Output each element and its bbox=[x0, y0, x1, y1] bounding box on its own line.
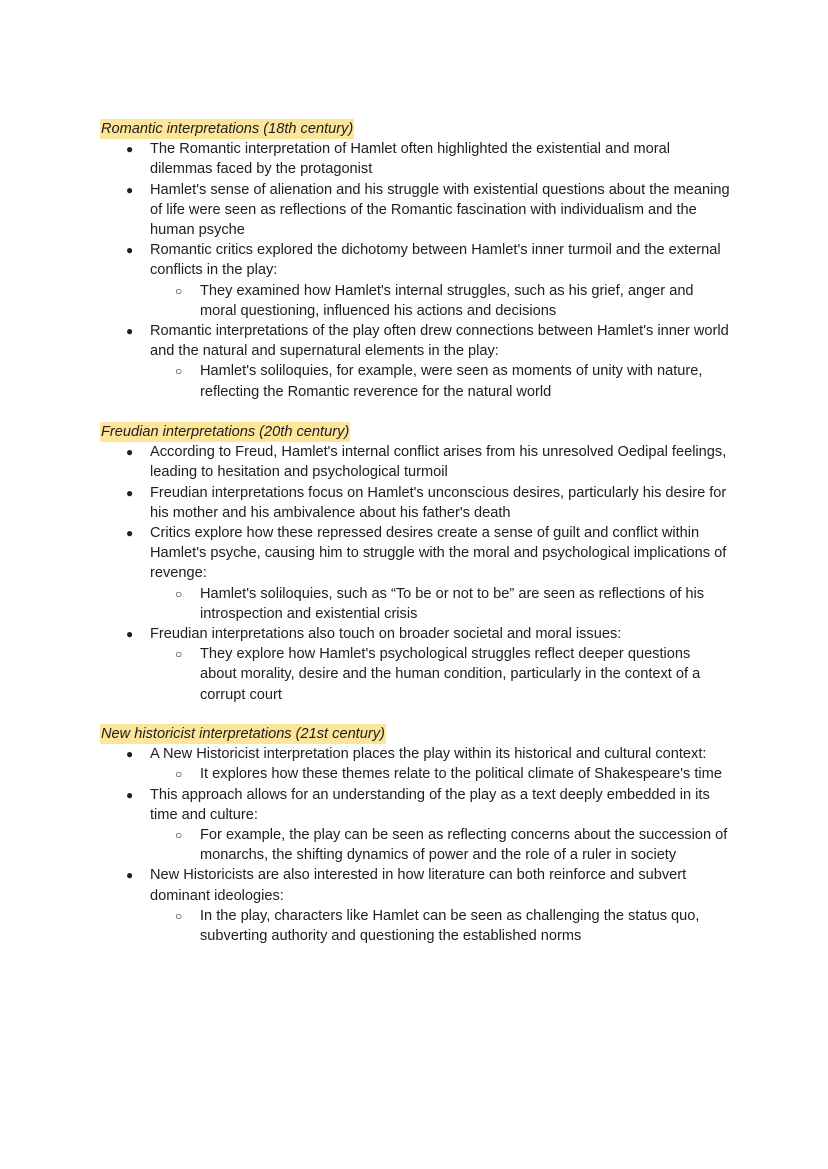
sub-list bbox=[150, 764, 730, 784]
list-item-text: Hamlet's sense of alienation and his struggle with existential questions about the meaning of life were seen as reflections of the Romantic fascination with individualism and the human psyche bbox=[150, 181, 730, 239]
section-freudian bbox=[100, 422, 730, 705]
list-item-text: Freudian interpretations focus on Hamlet's unconscious desires, particularly his desire for his mother and his ambivalence about his father's death bbox=[150, 484, 727, 521]
sub-list-item-text: They explore how Hamlet's psychological struggles reflect deeper questions about morality, desire and the human condition, particularly in the context of a corrupt court bbox=[200, 646, 701, 703]
hollow-bullet-icon: ○ bbox=[175, 767, 183, 782]
list-item-text: This approach allows for an understanding of the play as a text deeply embedded in its time and culture: bbox=[150, 786, 710, 823]
list-item-text: According to Freud, Hamlet's internal conflict arises from his unresolved Oedipal feelings, leading to hesitation and psychological turmoil bbox=[150, 444, 727, 481]
list-item bbox=[100, 744, 730, 784]
sub-list-item-text: Hamlet's soliloquies, such as “To be or not to be” are seen as reflections of his introspection and existential crisis bbox=[200, 585, 705, 622]
bullet-icon: ● bbox=[126, 142, 134, 157]
bullet-icon: ● bbox=[126, 787, 134, 802]
list-item bbox=[100, 180, 730, 241]
list-item-text: Romantic critics explored the dichotomy between Hamlet's inner turmoil and the external conflicts in the play: bbox=[150, 242, 721, 279]
sub-list-item bbox=[150, 281, 730, 321]
bullet-icon: ● bbox=[126, 324, 134, 339]
list-item bbox=[100, 523, 730, 624]
sub-list bbox=[150, 361, 730, 401]
sub-list-item bbox=[150, 644, 730, 705]
bullet-icon: ● bbox=[126, 445, 134, 460]
bullet-list bbox=[100, 139, 730, 402]
list-item bbox=[100, 624, 730, 705]
sub-list bbox=[150, 825, 730, 865]
sub-list bbox=[150, 906, 730, 946]
sub-list-item bbox=[150, 825, 730, 865]
bullet-icon: ● bbox=[126, 868, 134, 883]
sub-list-item bbox=[150, 361, 730, 401]
list-item-text: A New Historicist interpretation places the play within its historical and cultural context: bbox=[150, 746, 707, 763]
section-heading: New historicist interpretations (21st century) bbox=[100, 724, 386, 744]
list-item bbox=[100, 240, 730, 321]
section-heading: Romantic interpretations (18th century) bbox=[100, 119, 354, 139]
list-item bbox=[100, 483, 730, 523]
hollow-bullet-icon: ○ bbox=[175, 828, 183, 843]
bullet-icon: ● bbox=[126, 627, 134, 642]
list-item bbox=[100, 139, 730, 179]
bullet-icon: ● bbox=[126, 747, 134, 762]
sub-list-item-text: For example, the play can be seen as reflecting concerns about the succession of monarchs, the shifting dynamics of power and the role of a ruler in society bbox=[200, 827, 728, 864]
sub-list-item-text: It explores how these themes relate to the political climate of Shakespeare's time bbox=[200, 766, 722, 783]
sub-list bbox=[150, 644, 730, 705]
bullet-icon: ● bbox=[126, 182, 134, 197]
hollow-bullet-icon: ○ bbox=[175, 586, 183, 601]
sub-list-item-text: They examined how Hamlet's internal struggles, such as his grief, anger and moral questioning, influenced his actions and decisions bbox=[200, 282, 694, 319]
section-new-historicist bbox=[100, 724, 730, 946]
sub-list-item-text: In the play, characters like Hamlet can be seen as challenging the status quo, subverting authority and questioning the established norms bbox=[200, 907, 700, 945]
section-heading: Freudian interpretations (20th century) bbox=[100, 422, 350, 442]
list-item-text: The Romantic interpretation of Hamlet often highlighted the existential and moral dilemmas faced by the protagonist bbox=[150, 141, 670, 178]
hollow-bullet-icon: ○ bbox=[175, 283, 183, 298]
hollow-bullet-icon: ○ bbox=[175, 647, 183, 662]
bullet-list bbox=[100, 442, 730, 705]
bullet-list bbox=[100, 744, 730, 946]
list-item-text: Freudian interpretations also touch on broader societal and moral issues: bbox=[150, 626, 622, 643]
sub-list-item bbox=[150, 764, 730, 784]
list-item-text: New Historicists are also interested in how literature can both reinforce and subvert dominant ideologies: bbox=[150, 867, 687, 904]
bullet-icon: ● bbox=[126, 485, 134, 500]
sub-list-item bbox=[150, 584, 730, 624]
hollow-bullet-icon: ○ bbox=[175, 364, 183, 379]
sub-list-item-text: Hamlet's soliloquies, for example, were seen as moments of unity with nature, reflecting the Romantic reverence for the natural world bbox=[200, 363, 703, 400]
list-item bbox=[100, 865, 730, 946]
sub-list bbox=[150, 281, 730, 321]
list-item bbox=[100, 321, 730, 402]
list-item bbox=[100, 442, 730, 482]
section-romantic bbox=[100, 119, 730, 402]
sub-list-item bbox=[150, 906, 730, 946]
list-item-text: Romantic interpretations of the play often drew connections between Hamlet's inner world and the natural and supernatural elements in the play: bbox=[150, 323, 729, 360]
sub-list bbox=[150, 584, 730, 624]
list-item bbox=[100, 785, 730, 866]
hollow-bullet-icon: ○ bbox=[175, 908, 183, 923]
bullet-icon: ● bbox=[126, 243, 134, 258]
bullet-icon: ● bbox=[126, 526, 134, 541]
list-item-text: Critics explore how these repressed desires create a sense of guilt and conflict within Hamlet's psyche, causing him to struggle with the moral and psychological implications of revenge: bbox=[150, 525, 727, 582]
